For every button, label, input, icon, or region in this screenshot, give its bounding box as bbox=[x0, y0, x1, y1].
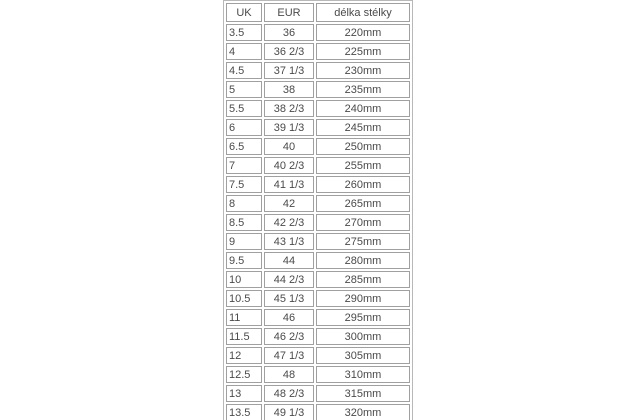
table-row bbox=[226, 138, 410, 155]
cell-uk: 7.5 bbox=[226, 176, 262, 193]
cell-eur: 46 bbox=[264, 309, 314, 326]
table-row bbox=[226, 24, 410, 41]
cell-eur: 44 2/3 bbox=[264, 271, 314, 288]
table-row bbox=[226, 252, 410, 269]
cell-eur: 36 2/3 bbox=[264, 43, 314, 60]
cell-insole-length: 285mm bbox=[316, 271, 410, 288]
cell-uk: 5 bbox=[226, 81, 262, 98]
cell-insole-length: 230mm bbox=[316, 62, 410, 79]
cell-insole-length: 315mm bbox=[316, 385, 410, 402]
cell-insole-length: 250mm bbox=[316, 138, 410, 155]
cell-eur: 40 bbox=[264, 138, 314, 155]
cell-eur: 39 1/3 bbox=[264, 119, 314, 136]
cell-insole-length: 235mm bbox=[316, 81, 410, 98]
table-row bbox=[226, 271, 410, 288]
table-row bbox=[226, 157, 410, 174]
table-row bbox=[226, 328, 410, 345]
cell-uk: 13.5 bbox=[226, 404, 262, 420]
cell-uk: 11.5 bbox=[226, 328, 262, 345]
cell-uk: 4 bbox=[226, 43, 262, 60]
cell-insole-length: 225mm bbox=[316, 43, 410, 60]
cell-insole-length: 255mm bbox=[316, 157, 410, 174]
cell-eur: 48 bbox=[264, 366, 314, 383]
cell-eur: 37 1/3 bbox=[264, 62, 314, 79]
table-header-row bbox=[226, 3, 410, 22]
table-row bbox=[226, 404, 410, 420]
table-row bbox=[226, 176, 410, 193]
cell-uk: 6 bbox=[226, 119, 262, 136]
cell-insole-length: 270mm bbox=[316, 214, 410, 231]
table-row bbox=[226, 290, 410, 307]
cell-insole-length: 245mm bbox=[316, 119, 410, 136]
cell-uk: 9.5 bbox=[226, 252, 262, 269]
cell-insole-length: 280mm bbox=[316, 252, 410, 269]
cell-eur: 49 1/3 bbox=[264, 404, 314, 420]
table-row bbox=[226, 366, 410, 383]
cell-eur: 46 2/3 bbox=[264, 328, 314, 345]
cell-eur: 43 1/3 bbox=[264, 233, 314, 250]
cell-insole-length: 220mm bbox=[316, 24, 410, 41]
table-body bbox=[226, 24, 410, 420]
cell-eur: 42 bbox=[264, 195, 314, 212]
cell-uk: 6.5 bbox=[226, 138, 262, 155]
cell-insole-length: 240mm bbox=[316, 100, 410, 117]
cell-insole-length: 310mm bbox=[316, 366, 410, 383]
cell-eur: 47 1/3 bbox=[264, 347, 314, 364]
table-row bbox=[226, 214, 410, 231]
cell-uk: 12 bbox=[226, 347, 262, 364]
table-row bbox=[226, 233, 410, 250]
table-row bbox=[226, 119, 410, 136]
cell-eur: 40 2/3 bbox=[264, 157, 314, 174]
table-row bbox=[226, 62, 410, 79]
cell-insole-length: 320mm bbox=[316, 404, 410, 420]
table-row bbox=[226, 309, 410, 326]
cell-eur: 36 bbox=[264, 24, 314, 41]
cell-uk: 4.5 bbox=[226, 62, 262, 79]
header-insole-length: délka stélky bbox=[316, 3, 410, 22]
cell-uk: 10.5 bbox=[226, 290, 262, 307]
header-uk: UK bbox=[226, 3, 262, 22]
cell-uk: 3.5 bbox=[226, 24, 262, 41]
cell-insole-length: 265mm bbox=[316, 195, 410, 212]
cell-uk: 13 bbox=[226, 385, 262, 402]
cell-eur: 44 bbox=[264, 252, 314, 269]
header-eur: EUR bbox=[264, 3, 314, 22]
table-row bbox=[226, 385, 410, 402]
cell-insole-length: 260mm bbox=[316, 176, 410, 193]
cell-eur: 42 2/3 bbox=[264, 214, 314, 231]
cell-uk: 11 bbox=[226, 309, 262, 326]
cell-eur: 41 1/3 bbox=[264, 176, 314, 193]
cell-insole-length: 300mm bbox=[316, 328, 410, 345]
table-row bbox=[226, 347, 410, 364]
cell-uk: 12.5 bbox=[226, 366, 262, 383]
size-chart-table bbox=[223, 0, 413, 420]
cell-insole-length: 305mm bbox=[316, 347, 410, 364]
cell-eur: 38 bbox=[264, 81, 314, 98]
cell-uk: 5.5 bbox=[226, 100, 262, 117]
cell-uk: 10 bbox=[226, 271, 262, 288]
cell-eur: 38 2/3 bbox=[264, 100, 314, 117]
table-row bbox=[226, 81, 410, 98]
table-row bbox=[226, 195, 410, 212]
cell-insole-length: 295mm bbox=[316, 309, 410, 326]
table-row bbox=[226, 43, 410, 60]
cell-insole-length: 275mm bbox=[316, 233, 410, 250]
cell-uk: 9 bbox=[226, 233, 262, 250]
cell-uk: 7 bbox=[226, 157, 262, 174]
table-row bbox=[226, 100, 410, 117]
cell-insole-length: 290mm bbox=[316, 290, 410, 307]
cell-eur: 48 2/3 bbox=[264, 385, 314, 402]
cell-uk: 8 bbox=[226, 195, 262, 212]
cell-eur: 45 1/3 bbox=[264, 290, 314, 307]
cell-uk: 8.5 bbox=[226, 214, 262, 231]
